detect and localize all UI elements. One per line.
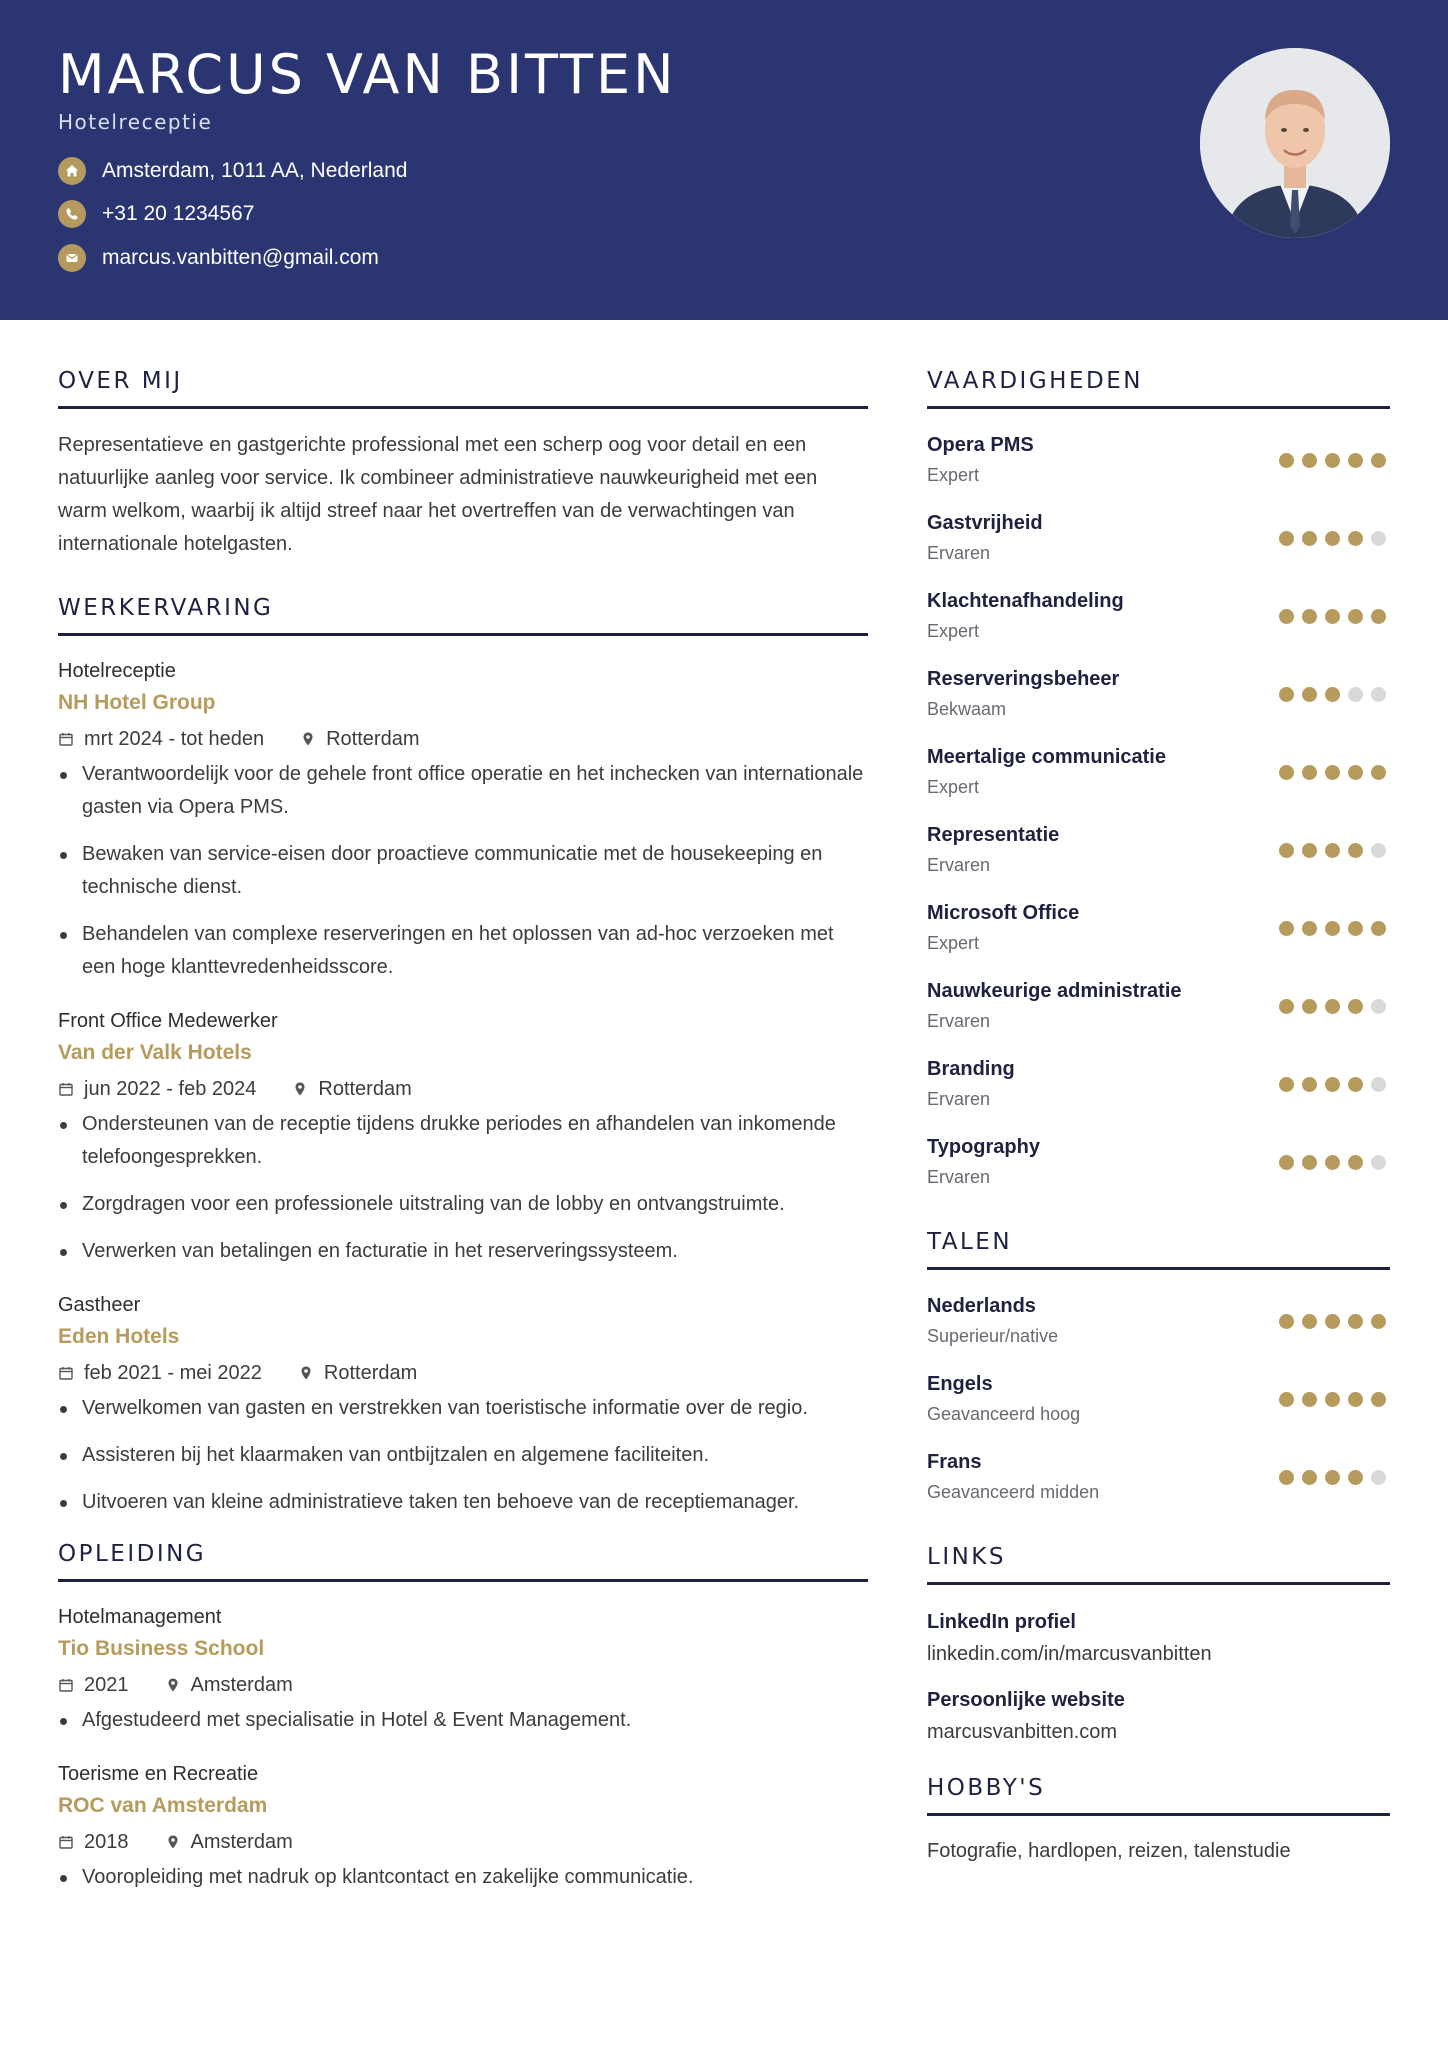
skill-item	[927, 577, 1390, 655]
section-title-about: OVER MIJ	[58, 368, 868, 409]
rating-dot-filled	[1348, 1077, 1363, 1092]
link-url[interactable]: linkedin.com/in/marcusvanbitten	[927, 1643, 1212, 1665]
calendar-icon	[58, 1081, 74, 1097]
rating-dot-filled	[1302, 1314, 1317, 1329]
rating-dot-filled	[1279, 609, 1294, 624]
entry-role: Hotelreceptie	[58, 660, 176, 682]
rating-dot-filled	[1302, 921, 1317, 936]
language-item	[927, 1438, 1390, 1516]
rating-dot-filled	[1371, 765, 1386, 780]
skill-name: Reserveringsbeheer	[927, 668, 1120, 690]
location-pin-icon	[165, 1834, 181, 1850]
skill-item	[927, 889, 1390, 967]
rating-dots	[1279, 1392, 1386, 1407]
about-text: Representatieve en gastgerichte professional met een scherp oog voor detail en een natuurlijke aanleg voor service. Ik combineer administratieve nauwkeurigheid met een warm welkom, waarbij ik altijd streef naar het overtreffen van de verwachtingen van internationale hotelgasten.	[58, 434, 818, 555]
main-column	[58, 368, 868, 1916]
bullet-item: Ondersteunen van de receptie tijdens drukke periodes en afhandelen van inkomende telefoongesprekken.	[58, 1108, 868, 1174]
rating-dots	[1279, 765, 1386, 780]
rating-dot-filled	[1279, 687, 1294, 702]
home-icon	[58, 157, 86, 185]
skill-name: Meertalige communicatie	[927, 746, 1166, 768]
skill-name: Microsoft Office	[927, 902, 1080, 924]
link-label: LinkedIn profiel	[927, 1611, 1076, 1633]
skill-level: Expert	[927, 777, 980, 797]
entry-item	[58, 1602, 868, 1737]
rating-dot-filled	[1371, 609, 1386, 624]
skill-name: Nauwkeurige administratie	[927, 980, 1182, 1002]
rating-dots	[1279, 687, 1386, 702]
skill-item	[927, 1123, 1390, 1201]
language-name: Frans	[927, 1451, 982, 1473]
section-title-links: LINKS	[927, 1544, 1390, 1585]
entry-item	[58, 1759, 868, 1894]
skill-item	[927, 733, 1390, 811]
entry-role: Toerisme en Recreatie	[58, 1763, 259, 1785]
rating-dot-filled	[1325, 1314, 1340, 1329]
language-level: Superieur/native	[927, 1326, 1059, 1346]
entry-location: Amsterdam	[190, 1831, 293, 1853]
entry-meta	[58, 1666, 868, 1704]
entry-role: Gastheer	[58, 1294, 141, 1316]
entry-dates: jun 2022 - feb 2024	[84, 1078, 257, 1100]
rating-dot-filled	[1302, 453, 1317, 468]
section-title-hobbies: HOBBY'S	[927, 1775, 1390, 1816]
entry-role: Front Office Medewerker	[58, 1010, 278, 1032]
skill-level: Expert	[927, 465, 980, 485]
bullet-item: Afgestudeerd met specialisatie in Hotel & Event Management.	[58, 1704, 868, 1737]
rating-dot-filled	[1279, 1077, 1294, 1092]
rating-dots	[1279, 921, 1386, 936]
sidebar-column	[927, 368, 1390, 1866]
skill-level: Ervaren	[927, 543, 991, 563]
hobbies-text: Fotografie, hardlopen, reizen, talenstudie	[927, 1840, 1291, 1862]
rating-dot-filled	[1302, 999, 1317, 1014]
language-item	[927, 1282, 1390, 1360]
rating-dot-filled	[1325, 1470, 1340, 1485]
rating-dot-filled	[1302, 687, 1317, 702]
rating-dot-filled	[1325, 687, 1340, 702]
rating-dot-filled	[1371, 453, 1386, 468]
phone-icon	[58, 200, 86, 228]
rating-dot-empty	[1371, 1077, 1386, 1092]
location-pin-icon	[300, 731, 316, 747]
section-title-education: OPLEIDING	[58, 1541, 868, 1582]
entry-bullets	[58, 758, 868, 984]
profile-photo	[1200, 48, 1390, 238]
entry-organization: ROC van Amsterdam	[58, 1794, 268, 1817]
rating-dot-filled	[1302, 1155, 1317, 1170]
rating-dots	[1279, 1314, 1386, 1329]
rating-dot-filled	[1302, 531, 1317, 546]
entry-location: Rotterdam	[318, 1078, 412, 1100]
rating-dot-filled	[1302, 765, 1317, 780]
entry-dates: 2021	[84, 1674, 129, 1696]
entry-organization: Van der Valk Hotels	[58, 1041, 252, 1064]
skills-list	[927, 421, 1390, 1201]
language-item	[927, 1360, 1390, 1438]
rating-dot-empty	[1371, 1155, 1386, 1170]
rating-dot-empty	[1371, 531, 1386, 546]
skill-name: Typography	[927, 1136, 1040, 1158]
rating-dot-empty	[1371, 687, 1386, 702]
entry-location: Amsterdam	[190, 1674, 293, 1696]
phone-text: +31 20 1234567	[102, 202, 255, 225]
rating-dot-filled	[1348, 531, 1363, 546]
rating-dot-filled	[1302, 1077, 1317, 1092]
bullet-item: Vooropleiding met nadruk op klantcontact en zakelijke communicatie.	[58, 1861, 868, 1894]
contact-email	[58, 244, 379, 272]
entry-meta	[58, 1354, 868, 1392]
rating-dots	[1279, 609, 1386, 624]
rating-dot-filled	[1348, 453, 1363, 468]
skill-item	[927, 655, 1390, 733]
bullet-item: Bewaken van service-eisen door proactieve communicatie met de housekeeping en technische dienst.	[58, 838, 868, 904]
calendar-icon	[58, 731, 74, 747]
bullet-item: Behandelen van complexe reserveringen en het oplossen van ad-hoc verzoeken met een hoge klanttevredenheidsscore.	[58, 918, 868, 984]
rating-dot-filled	[1279, 999, 1294, 1014]
rating-dots	[1279, 1077, 1386, 1092]
location-pin-icon	[292, 1081, 308, 1097]
skill-name: Branding	[927, 1058, 1015, 1080]
rating-dot-filled	[1348, 1392, 1363, 1407]
entry-item	[58, 1006, 868, 1268]
job-title: Hotelreceptie	[58, 110, 213, 134]
bullet-item: Verantwoordelijk voor de gehele front office operatie en het inchecken van internationale gasten via Opera PMS.	[58, 758, 868, 824]
rating-dot-filled	[1325, 999, 1340, 1014]
rating-dot-filled	[1348, 1470, 1363, 1485]
bullet-item: Zorgdragen voor een professionele uitstraling van de lobby en ontvangstruimte.	[58, 1188, 868, 1221]
rating-dots	[1279, 1155, 1386, 1170]
rating-dot-filled	[1371, 1314, 1386, 1329]
rating-dot-filled	[1279, 1155, 1294, 1170]
entry-role: Hotelmanagement	[58, 1606, 222, 1628]
rating-dot-filled	[1279, 843, 1294, 858]
email-text[interactable]: marcus.vanbitten@gmail.com	[102, 246, 379, 269]
languages-list	[927, 1282, 1390, 1516]
entry-bullets	[58, 1861, 868, 1894]
link-item	[927, 1605, 1390, 1669]
skill-item	[927, 967, 1390, 1045]
skill-name: Klachtenafhandeling	[927, 590, 1124, 612]
rating-dot-empty	[1348, 687, 1363, 702]
skill-name: Gastvrijheid	[927, 512, 1043, 534]
entry-meta	[58, 720, 868, 758]
skill-level: Ervaren	[927, 1089, 991, 1109]
skill-level: Expert	[927, 933, 980, 953]
entry-organization: Eden Hotels	[58, 1325, 180, 1348]
rating-dot-filled	[1279, 921, 1294, 936]
skill-name: Opera PMS	[927, 434, 1034, 456]
rating-dot-filled	[1325, 921, 1340, 936]
rating-dot-filled	[1279, 765, 1294, 780]
rating-dot-filled	[1325, 843, 1340, 858]
rating-dot-filled	[1302, 609, 1317, 624]
entry-location: Rotterdam	[323, 1362, 418, 1384]
rating-dot-filled	[1279, 531, 1294, 546]
header-banner	[0, 0, 1448, 320]
rating-dot-filled	[1279, 1470, 1294, 1485]
rating-dot-filled	[1348, 765, 1363, 780]
rating-dot-filled	[1348, 1314, 1363, 1329]
entry-location: Rotterdam	[326, 728, 420, 750]
entry-meta	[58, 1823, 868, 1861]
education-list	[58, 1602, 868, 1894]
rating-dots	[1279, 843, 1386, 858]
rating-dot-empty	[1371, 999, 1386, 1014]
rating-dot-filled	[1348, 609, 1363, 624]
entry-dates: 2018	[84, 1831, 129, 1853]
mail-icon	[58, 244, 86, 272]
section-title-languages: TALEN	[927, 1229, 1390, 1270]
section-title-skills: VAARDIGHEDEN	[927, 368, 1390, 409]
skill-level: Ervaren	[927, 1167, 991, 1187]
rating-dot-filled	[1302, 843, 1317, 858]
address-text: Amsterdam, 1011 AA, Nederland	[102, 159, 408, 182]
calendar-icon	[58, 1677, 74, 1693]
skill-level: Expert	[927, 621, 980, 641]
skill-level: Bekwaam	[927, 699, 1007, 719]
skill-item	[927, 811, 1390, 889]
rating-dot-filled	[1325, 765, 1340, 780]
entry-organization: Tio Business School	[58, 1637, 265, 1660]
bullet-item: Verwerken van betalingen en facturatie in het reserveringssysteem.	[58, 1235, 868, 1268]
entry-meta	[58, 1070, 868, 1108]
rating-dot-filled	[1371, 921, 1386, 936]
entry-item	[58, 1290, 868, 1519]
skill-item	[927, 1045, 1390, 1123]
section-title-experience: WERKERVARING	[58, 595, 868, 636]
contact-phone	[58, 200, 254, 228]
experience-list	[58, 656, 868, 1519]
links-list	[927, 1605, 1390, 1747]
candidate-name: MARCUS VAN BITTEN	[58, 43, 677, 106]
link-label: Persoonlijke website	[927, 1689, 1125, 1711]
entry-bullets	[58, 1704, 868, 1737]
rating-dot-filled	[1325, 1077, 1340, 1092]
rating-dot-filled	[1348, 921, 1363, 936]
link-item	[927, 1683, 1390, 1747]
rating-dot-filled	[1325, 1155, 1340, 1170]
rating-dot-filled	[1325, 609, 1340, 624]
skill-item	[927, 421, 1390, 499]
rating-dots	[1279, 999, 1386, 1014]
language-name: Nederlands	[927, 1295, 1036, 1317]
rating-dot-filled	[1302, 1470, 1317, 1485]
rating-dot-filled	[1279, 1392, 1294, 1407]
location-pin-icon	[298, 1365, 314, 1381]
entry-bullets	[58, 1108, 868, 1268]
entry-dates: mrt 2024 - tot heden	[84, 728, 265, 750]
skill-level: Ervaren	[927, 1011, 991, 1031]
bullet-item: Uitvoeren van kleine administratieve taken ten behoeve van de receptiemanager.	[58, 1486, 868, 1519]
rating-dot-filled	[1348, 1155, 1363, 1170]
link-url[interactable]: marcusvanbitten.com	[927, 1721, 1118, 1743]
rating-dots	[1279, 1470, 1386, 1485]
rating-dot-filled	[1348, 999, 1363, 1014]
rating-dot-empty	[1371, 1470, 1386, 1485]
rating-dot-empty	[1371, 843, 1386, 858]
skill-level: Ervaren	[927, 855, 991, 875]
skill-item	[927, 499, 1390, 577]
rating-dots	[1279, 453, 1386, 468]
entry-organization: NH Hotel Group	[58, 691, 216, 714]
rating-dot-filled	[1325, 531, 1340, 546]
rating-dot-filled	[1302, 1392, 1317, 1407]
language-level: Geavanceerd midden	[927, 1482, 1100, 1502]
bullet-item: Verwelkomen van gasten en verstrekken van toeristische informatie over de regio.	[58, 1392, 868, 1425]
contact-address	[58, 157, 407, 185]
rating-dot-filled	[1371, 1392, 1386, 1407]
skill-name: Representatie	[927, 824, 1060, 846]
rating-dot-filled	[1325, 453, 1340, 468]
location-pin-icon	[165, 1677, 181, 1693]
rating-dot-filled	[1348, 843, 1363, 858]
entry-dates: feb 2021 - mei 2022	[84, 1362, 262, 1384]
language-level: Geavanceerd hoog	[927, 1404, 1081, 1424]
language-name: Engels	[927, 1373, 993, 1395]
rating-dot-filled	[1279, 1314, 1294, 1329]
entry-bullets	[58, 1392, 868, 1519]
rating-dot-filled	[1279, 453, 1294, 468]
calendar-icon	[58, 1834, 74, 1850]
rating-dots	[1279, 531, 1386, 546]
rating-dot-filled	[1325, 1392, 1340, 1407]
bullet-item: Assisteren bij het klaarmaken van ontbijtzalen en algemene faciliteiten.	[58, 1439, 868, 1472]
entry-item	[58, 656, 868, 984]
calendar-icon	[58, 1365, 74, 1381]
